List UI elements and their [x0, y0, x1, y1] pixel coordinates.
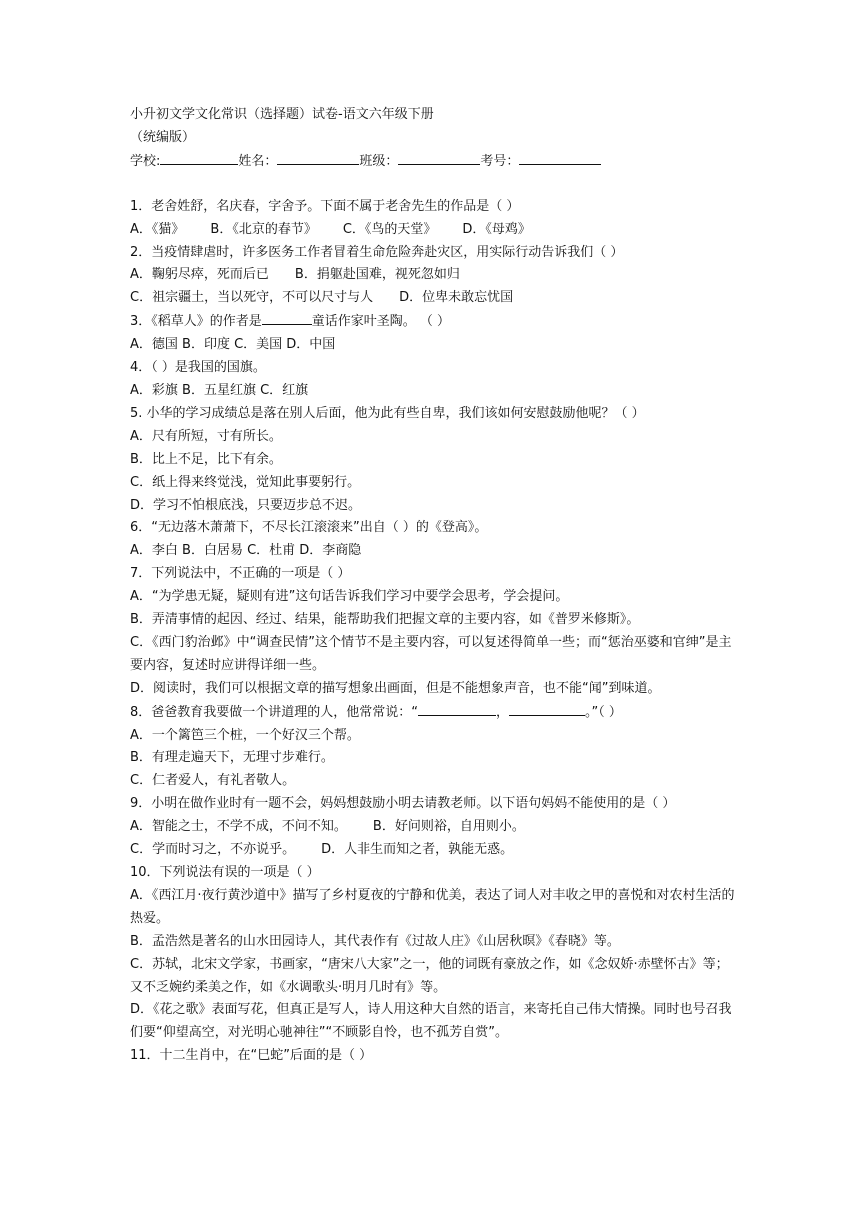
name-blank[interactable]: [277, 150, 359, 165]
q8-option-b[interactable]: B．有理走遍天下，无理寸步难行。: [130, 750, 334, 766]
question-9-options-row2: [130, 839, 740, 862]
exam-no-label: 考号：: [480, 153, 520, 169]
q7-option-a[interactable]: A．“为学患无疑，疑则有进”这句话告诉我们学习中要学会思考，学会提问。: [130, 589, 569, 605]
q9-option-d[interactable]: D．人非生而知之者，孰能无惑。: [321, 842, 514, 858]
q8-option-c[interactable]: C．仁者爱人，有礼者敬人。: [130, 773, 296, 789]
question-1-stem: 1．老舍姓舒，名庆春，字舍予。下面不属于老舍先生的作品是（ ）: [130, 198, 520, 214]
class-blank[interactable]: [398, 150, 480, 165]
q8-option-a[interactable]: A．一个篱笆三个桩，一个好汉三个帮。: [130, 727, 360, 743]
question-3-options[interactable]: A．德国 B．印度 C．美国 D．中国: [130, 337, 336, 353]
exam-no-blank[interactable]: [519, 150, 601, 165]
question-7-stem: 7．下列说法中，不正确的一项是（ ）: [130, 566, 351, 582]
question-6-stem: 6．“无边落木萧萧下，不尽长江滚滚来”出自（ ）的《登高》。: [130, 520, 488, 536]
q10-option-c[interactable]: C．苏轼，北宋文学家，书画家，“唐宋八大家”之一，他的词既有豪放之作，如《念奴娇·赤壁怀古》等；又不乏婉约柔美之作，如《水调歌头·明月几时有》等。: [130, 956, 729, 995]
q1-option-a[interactable]: A．《猫》: [130, 221, 185, 237]
q2-option-d[interactable]: D．位卑未敢忘忧国: [399, 290, 514, 306]
question-3-stem: 3．《稻草人》的作者是 童话作家叶圣陶。 （ ）: [130, 310, 740, 334]
exam-page: [130, 104, 740, 1068]
question-11-stem: 11．十二生肖中，在“巳蛇”后面的是（ ）: [130, 1048, 373, 1064]
question-4-options[interactable]: A．彩旗 B．五星红旗 C．红旗: [130, 382, 309, 398]
q3-fill-blank[interactable]: [262, 310, 312, 325]
question-5-stem: 5. 小华的学习成绩总是落在别人后面，他为此有些自卑，我们该如何安慰鼓励他呢？（ ）: [130, 405, 645, 421]
question-4-stem: 4．（ ）是我国的国旗。: [130, 360, 266, 376]
question-2-stem: 2．当疫情肆虐时，许多医务工作者冒着生命危险奔赴灾区，用实际行动告诉我们（ ）: [130, 244, 624, 260]
q1-option-d[interactable]: D．《母鸡》: [462, 221, 531, 237]
q7-option-d[interactable]: D．阅读时，我们可以根据文章的描写想象出画面，但是不能想象声音，也不能“闻”到味道。: [130, 680, 661, 696]
question-1-options: [130, 219, 740, 242]
exam-title: 小升初文学文化常识（选择题）试卷-语文六年级下册: [130, 107, 434, 122]
q10-option-d[interactable]: D．《花之歌》表面写花，但真正是写人，诗人用这种大自然的语言，来寄托自己伟大情操。同时也号召我们要“仰望高空，对光明心驰神往”“不顾影自怜，也不孤芳自赏”。: [130, 1002, 732, 1041]
q5-option-a[interactable]: A．尺有所短，寸有所长。: [130, 428, 282, 444]
question-9-options-row1: [130, 816, 740, 839]
school-blank[interactable]: [160, 150, 238, 165]
q1-option-c[interactable]: C．《鸟的天堂》: [342, 221, 437, 237]
q7-option-b[interactable]: B．弄清事情的起因、经过、结果，能帮助我们把握文章的主要内容，如《普罗米修斯》。: [130, 612, 640, 628]
school-label: 学校:: [130, 153, 161, 169]
q2-option-a[interactable]: A．鞠躬尽瘁，死而后已: [130, 267, 269, 283]
exam-edition: （统编版）: [130, 129, 196, 145]
q5-option-c[interactable]: C．纸上得来终觉浅，觉知此事要躬行。: [130, 474, 361, 490]
q7-option-c[interactable]: C．《西门豹治邺》中“调查民情”这个情节不是主要内容，可以复述得简单一些；而“惩治巫婆和官绅”是主要内容，复述时应讲得详细一些。: [130, 634, 732, 673]
spacer: [130, 174, 740, 196]
q5-option-b[interactable]: B．比上不足，比下有余。: [130, 451, 282, 467]
question-2-options-row2: [130, 287, 740, 310]
q10-option-b[interactable]: B．孟浩然是著名的山水田园诗人，其代表作有《过故人庄》《山居秋暝》《春晓》等。: [130, 933, 620, 949]
question-8-stem: 8．爸爸教育我要做一个讲道理的人，他常常说：“ ， 。”（ ）: [130, 701, 740, 725]
q8-fill-blank-1[interactable]: [418, 701, 496, 716]
question-9-stem: 9．小明在做作业时有一题不会，妈妈想鼓励小明去请教老师。以下语句妈妈不能使用的是（ ）: [130, 796, 676, 812]
q9-option-c[interactable]: C．学而时习之，不亦说乎。: [130, 842, 296, 858]
q2-option-c[interactable]: C．祖宗疆土，当以死守，不可以尺寸与人: [130, 290, 374, 306]
question-10-stem: 10．下列说法有误的一项是（ ）: [130, 865, 320, 880]
q1-option-b[interactable]: B．《北京的春节》: [210, 221, 317, 237]
q5-option-d[interactable]: D．学习不怕根底浅，只要迈步总不迟。: [130, 497, 362, 513]
student-info-row: [130, 150, 740, 174]
q10-option-a[interactable]: A．《西江月·夜行黄沙道中》描写了乡村夏夜的宁静和优美，表达了词人对丰收之甲的喜悦和对农村生活的热爱。: [130, 887, 735, 926]
question-2-options-row1: [130, 264, 740, 287]
q2-option-b[interactable]: B．捐躯赴国难，视死忽如归: [294, 267, 460, 283]
question-6-options[interactable]: A．李白 B．白居易 C．杜甫 D．李商隐: [130, 543, 362, 559]
class-label: 班级：: [359, 153, 399, 169]
q9-option-b[interactable]: B．好问则裕，自用则小。: [372, 819, 525, 835]
name-label: 姓名：: [238, 153, 278, 169]
q8-fill-blank-2[interactable]: [509, 701, 585, 716]
q9-option-a[interactable]: A．智能之士，不学不成，不问不知。: [130, 819, 347, 835]
